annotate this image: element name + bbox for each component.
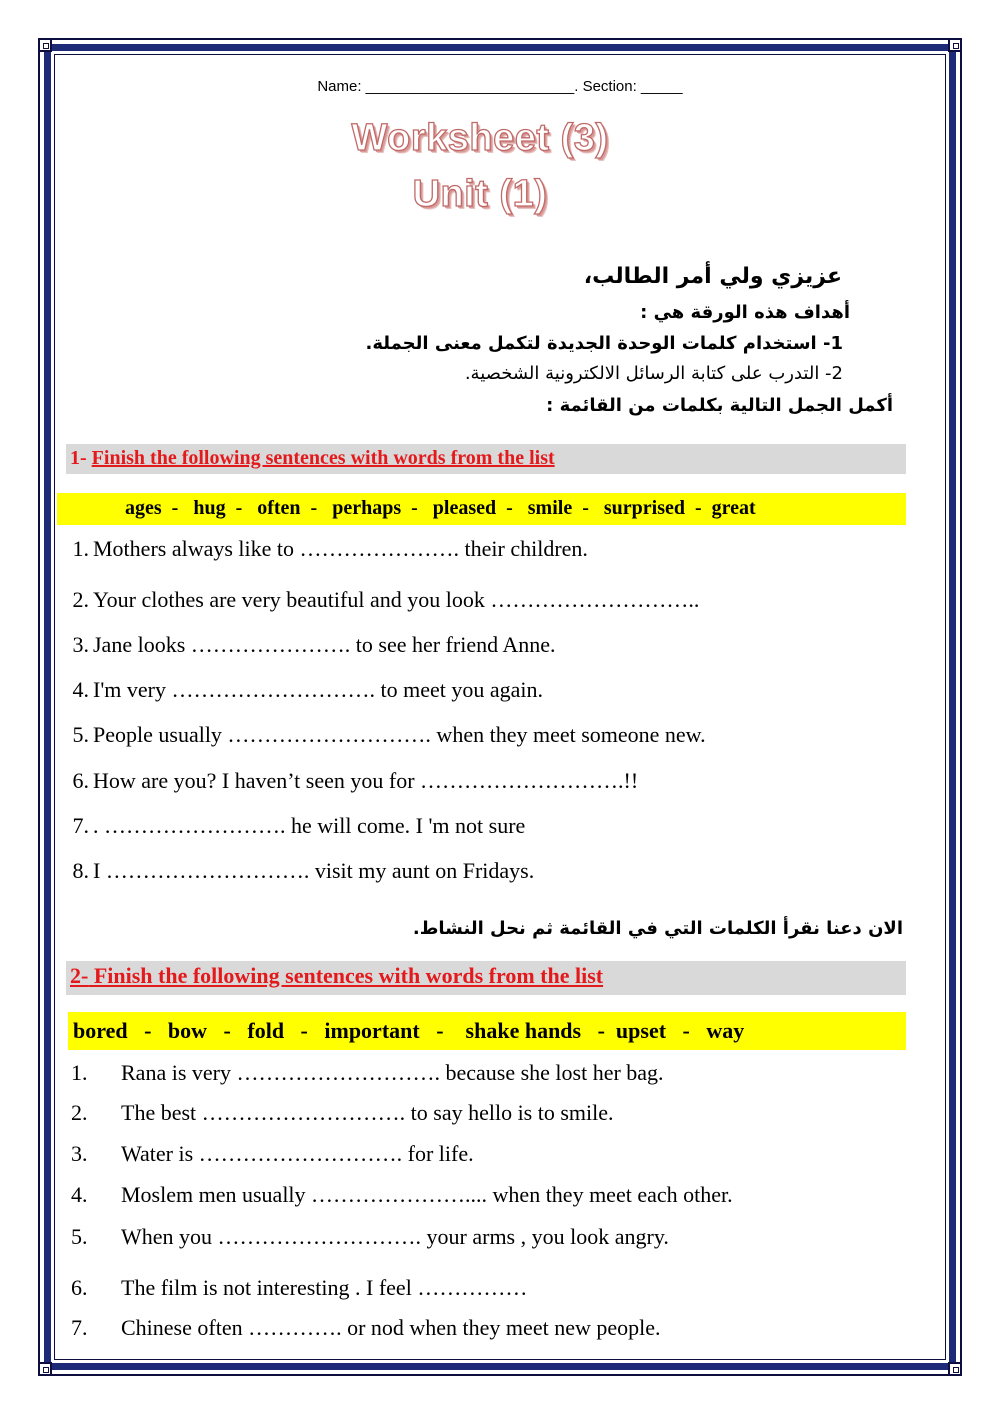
list-item bbox=[71, 1315, 660, 1341]
section-1-heading-text: Finish the following sentences with words from the list bbox=[91, 447, 555, 469]
item-number: 7. bbox=[72, 813, 89, 838]
item-text: . ……………………. he will come. I 'm not sure bbox=[93, 813, 526, 838]
arabic-objective-2: 2- التدرب على كتابة الرسائل الالكترونية الشخصية. bbox=[464, 363, 843, 384]
item-text: The film is not interesting . I feel …………… bbox=[121, 1275, 528, 1300]
item-text: The best ………………………. to say hello is to smile. bbox=[121, 1100, 614, 1125]
list-item bbox=[71, 1224, 669, 1250]
item-number: 1. bbox=[71, 1060, 88, 1085]
item-text: How are you? I haven’t seen you for ……………………….!! bbox=[93, 768, 639, 793]
list-item bbox=[57, 536, 588, 562]
arabic-objective-1: 1- استخدام كلمات الوحدة الجديدة لتكمل معنى الجملة. bbox=[365, 333, 843, 354]
item-text: Jane looks …………………. to see her friend Anne. bbox=[93, 632, 556, 657]
item-number: 2. bbox=[72, 587, 89, 612]
item-text: When you ………………………. your arms , you look angry. bbox=[121, 1224, 669, 1249]
list-item bbox=[71, 1141, 474, 1167]
list-item bbox=[71, 1275, 527, 1301]
list-item bbox=[57, 813, 525, 839]
item-number: 6. bbox=[71, 1275, 88, 1300]
item-number: 4. bbox=[71, 1182, 88, 1207]
list-item bbox=[57, 858, 534, 884]
corner-ornament-bottom-right bbox=[948, 1362, 962, 1376]
item-number: 6. bbox=[72, 768, 89, 793]
corner-ornament-bottom-left bbox=[38, 1362, 52, 1376]
item-number: 5. bbox=[72, 722, 89, 747]
arabic-objectives-heading: أهداف هذه الورقة هي : bbox=[640, 302, 850, 323]
arabic-greeting: عزيزي ولي أمر الطالب، bbox=[583, 264, 842, 289]
corner-ornament-top-left bbox=[38, 38, 52, 52]
worksheet-title: Worksheet (3) bbox=[351, 117, 609, 159]
section-1-heading bbox=[70, 447, 555, 470]
item-number: 4. bbox=[72, 677, 89, 702]
item-text: I'm very ………………………. to meet you again. bbox=[93, 677, 544, 702]
item-text: Mothers always like to …………………. their children. bbox=[93, 536, 588, 561]
item-text: Chinese often …………. or nod when they meet new people. bbox=[121, 1315, 661, 1340]
unit-title: Unit (1) bbox=[412, 173, 548, 215]
item-number: 2. bbox=[71, 1100, 88, 1125]
item-text: People usually ………………………. when they meet someone new. bbox=[93, 722, 706, 747]
section-2-number: 2- bbox=[70, 963, 89, 988]
list-item bbox=[57, 768, 638, 794]
section-1-number: 1- bbox=[70, 447, 92, 469]
list-item bbox=[57, 677, 543, 703]
section-1-word-list: ages - hug - often - perhaps - pleased - smile - surprised - great bbox=[57, 493, 906, 525]
item-text: Your clothes are very beautiful and you look ……………………….. bbox=[93, 587, 700, 612]
list-item bbox=[57, 632, 556, 658]
arabic-read-instruction: الان دعنا نقرأ الكلمات التي في القائمة ثم نحل النشاط. bbox=[412, 918, 903, 939]
item-text: Rana is very ………………………. because she lost her bag. bbox=[121, 1060, 664, 1085]
item-text: Water is ………………………. for life. bbox=[121, 1141, 474, 1166]
name-section-line: Name: _________________________. Section: _____ bbox=[317, 78, 683, 95]
list-item bbox=[71, 1100, 614, 1126]
list-item bbox=[71, 1182, 733, 1208]
item-number: 3. bbox=[72, 632, 89, 657]
section-2-heading bbox=[70, 963, 603, 989]
item-text: Moslem men usually ………………….... when they meet each other. bbox=[121, 1182, 733, 1207]
section-2-word-list: bored - bow - fold - important - shake hands - upset - way bbox=[68, 1012, 906, 1050]
list-item bbox=[57, 587, 699, 613]
item-number: 3. bbox=[71, 1141, 88, 1166]
item-number: 8. bbox=[72, 858, 89, 883]
corner-ornament-top-right bbox=[948, 38, 962, 52]
list-item bbox=[71, 1060, 664, 1086]
item-number: 5. bbox=[71, 1224, 88, 1249]
item-number: 7. bbox=[71, 1315, 88, 1340]
item-text: I ………………………. visit my aunt on Fridays. bbox=[93, 858, 535, 883]
section-2-heading-text: Finish the following sentences with words from the list bbox=[88, 963, 604, 988]
list-item bbox=[57, 722, 706, 748]
arabic-instruction: أكمل الجمل التالية بكلمات من القائمة : bbox=[546, 395, 893, 416]
item-number: 1. bbox=[72, 536, 89, 561]
